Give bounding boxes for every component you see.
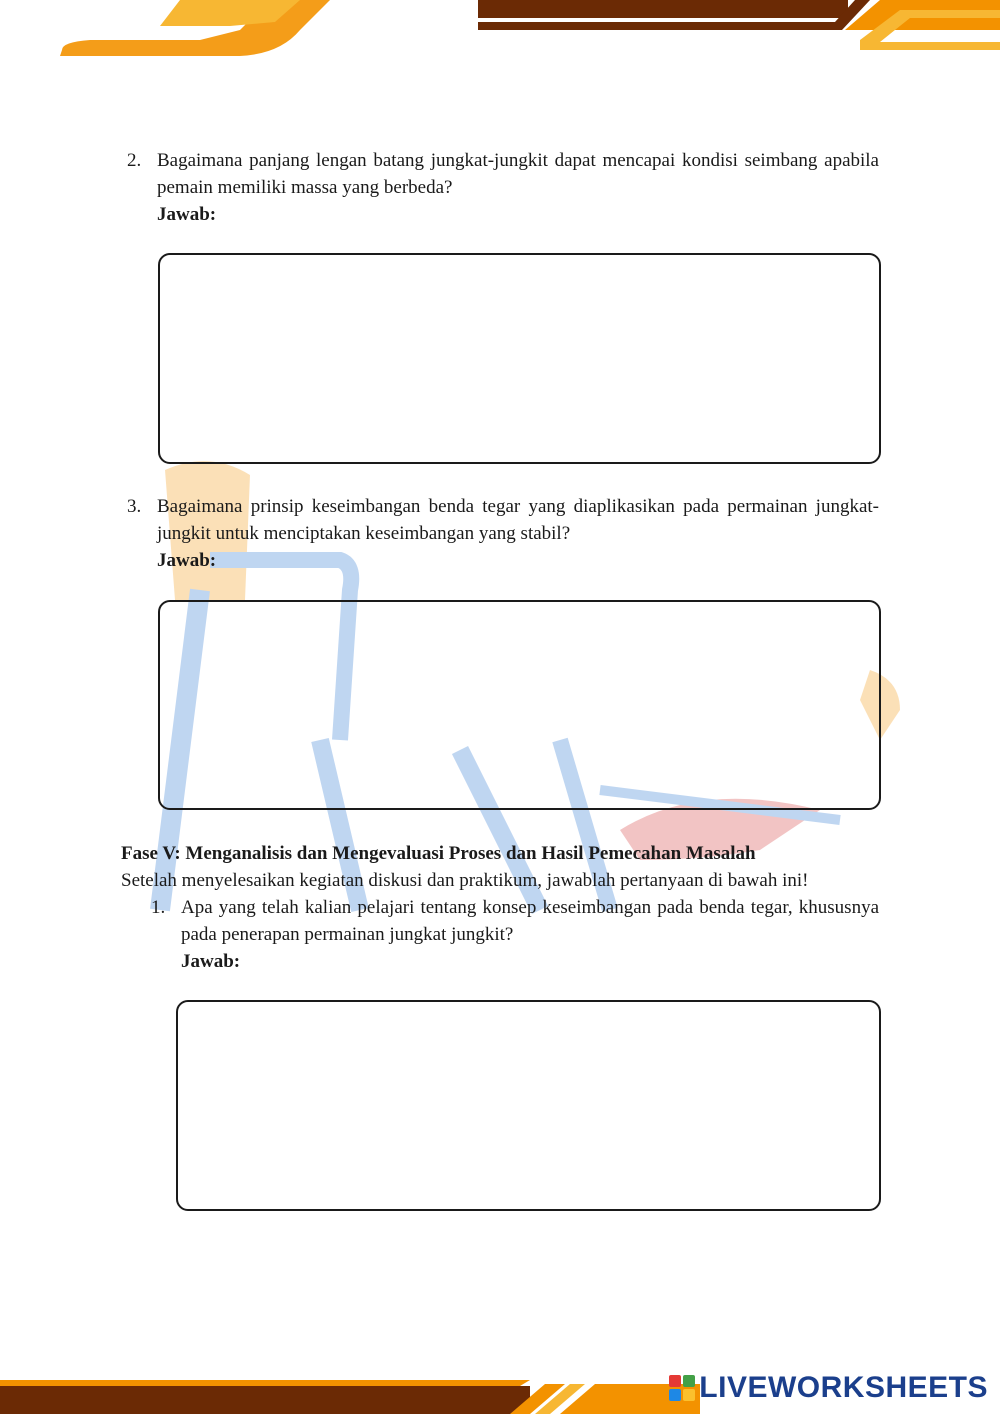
question-number: 3. <box>127 496 142 517</box>
question-2 <box>127 147 879 228</box>
answer-label: Jawab: <box>181 951 241 972</box>
question-number: 1. <box>151 897 166 918</box>
question-text: Bagaimana prinsip keseimbangan benda tegar yang diaplikasikan pada permainan jungkat-jungkit untuk menciptakan keseimbangan yang stabil? <box>157 496 879 544</box>
answer-box-phase-q1[interactable] <box>176 1000 881 1211</box>
phase-instruction: Setelah menyelesaikan kegiatan diskusi dan praktikum, jawablah pertanyaan di bawah ini! <box>121 870 809 891</box>
liveworksheets-branding <box>669 1371 988 1405</box>
question-3 <box>127 493 879 574</box>
question-text: Bagaimana panjang lengan batang jungkat-jungkit dapat mencapai kondisi seimbang apabila pemain memiliki massa yang berbeda? <box>157 150 879 198</box>
liveworksheets-logo-icon <box>669 1375 695 1401</box>
phase-title: Fase V: Menganalisis dan Mengevaluasi Proses dan Hasil Pemecahan Masalah <box>121 843 756 864</box>
phase-question-1 <box>151 894 879 975</box>
header-decoration <box>0 0 1000 70</box>
brand-name: LIVEWORKSHEETS <box>699 1371 988 1404</box>
answer-label: Jawab: <box>157 550 217 571</box>
answer-box-q3[interactable] <box>158 600 881 810</box>
question-number: 2. <box>127 150 142 171</box>
answer-box-q2[interactable] <box>158 253 881 464</box>
answer-label: Jawab: <box>157 204 217 225</box>
question-text: Apa yang telah kalian pelajari tentang konsep keseimbangan pada benda tegar, khususnya pada penerapan permainan jungkat jungkit? <box>181 897 879 945</box>
